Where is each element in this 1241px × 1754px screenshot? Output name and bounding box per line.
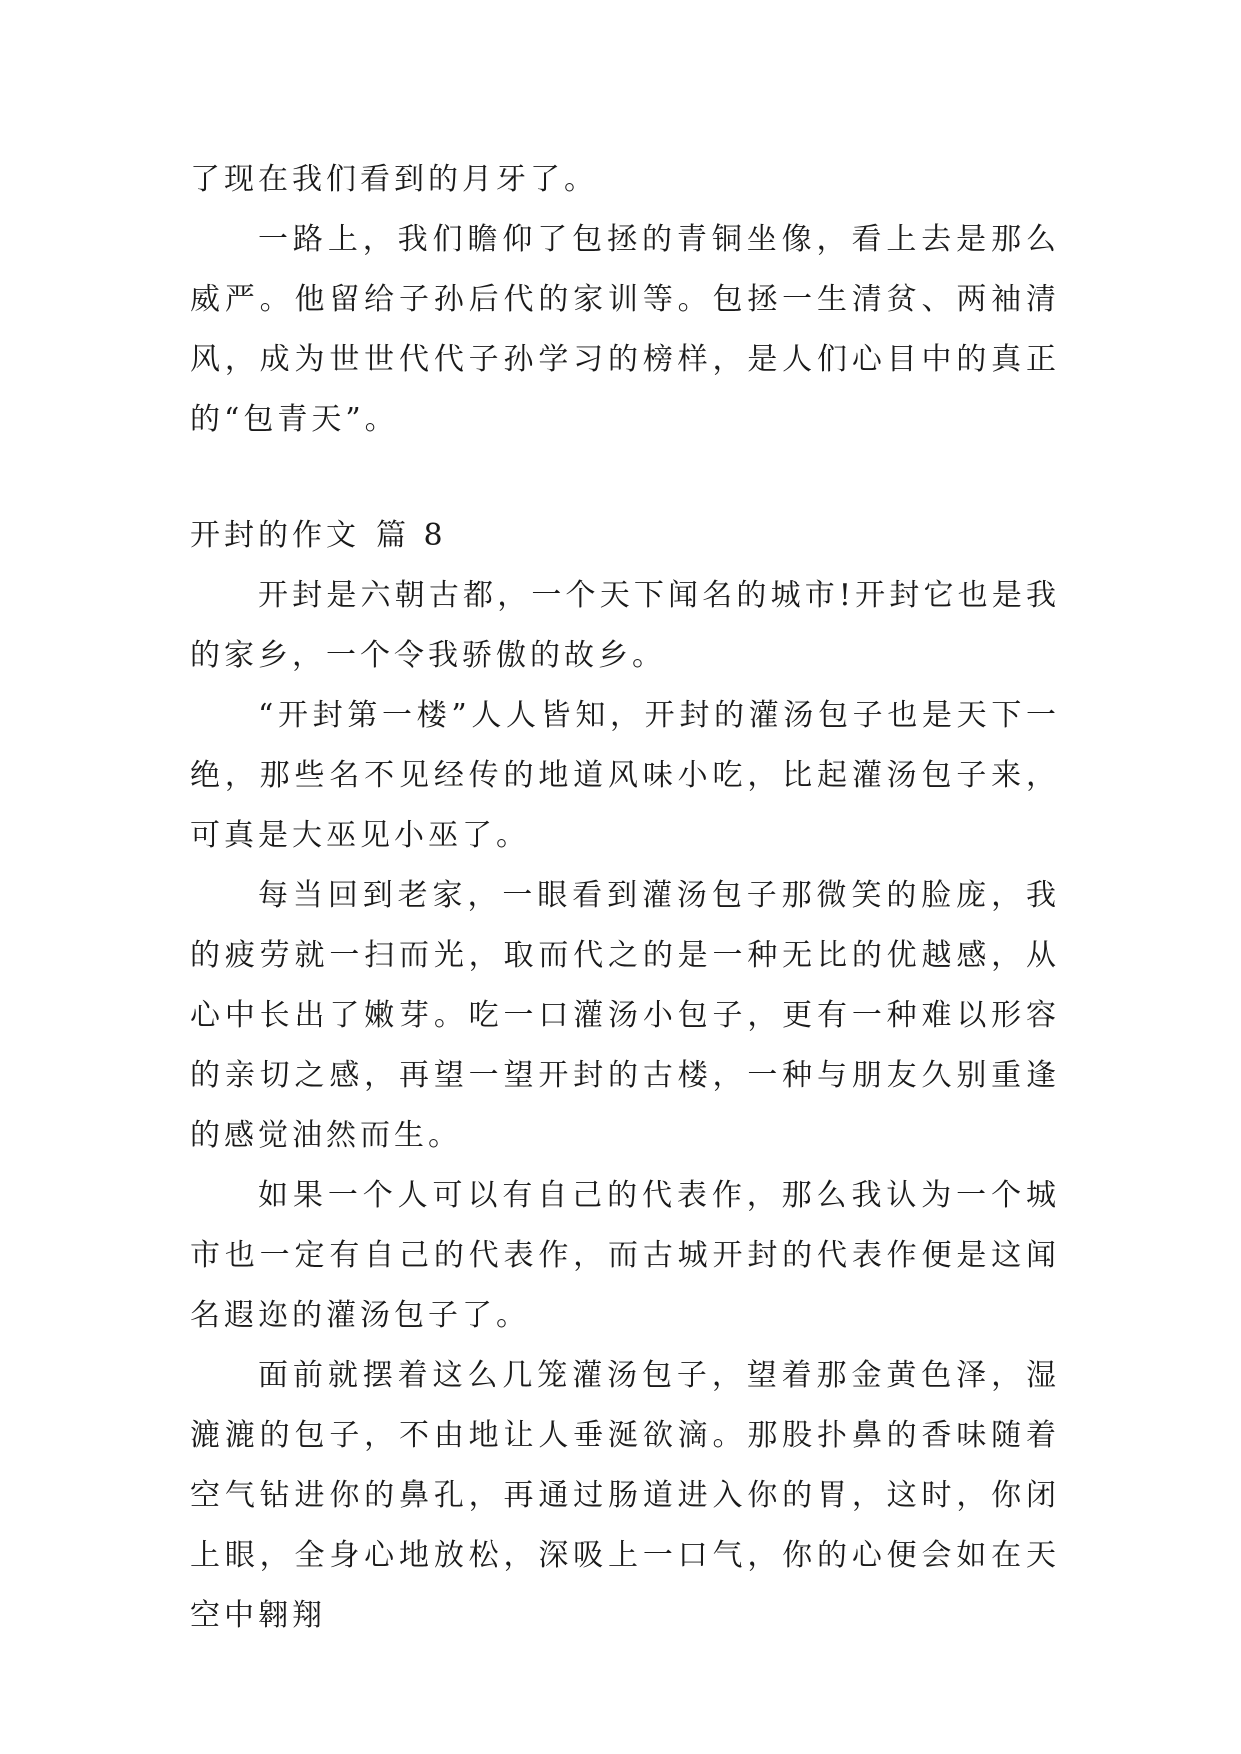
section-title: 开封的作文 bbox=[190, 518, 360, 553]
section-label: 篇 8 bbox=[376, 518, 447, 553]
paragraph-3: 每当回到老家，一眼看到灌汤包子那微笑的脸庞，我的疲劳就一扫而光，取而代之的是一种无比的优越感，从心中长出了嫩芽。吃一口灌汤小包子，更有一种难以形容的亲切之感，再望一望开封的古楼，一种与朋友久别重逢的感觉油然而生。 bbox=[190, 878, 1060, 1153]
paragraph-4: 如果一个人可以有自己的代表作，那么我认为一个城市也一定有自己的代表作，而古城开封的代表作便是这闻名遐迩的灌汤包子了。 bbox=[190, 1178, 1060, 1333]
paragraph-bao-zheng: 一路上，我们瞻仰了包拯的青铜坐像，看上去是那么威严。他留给子孙后代的家训等。包拯一生清贫、两袖清风，成为世世代代子孙学习的榜样，是人们心目中的真正的“包青天”。 bbox=[190, 222, 1060, 437]
paragraph-continuation: 了现在我们看到的月牙了。 bbox=[190, 162, 598, 197]
text-body bbox=[190, 150, 1060, 1646]
paragraph-1: 开封是六朝古都，一个天下闻名的城市!开封它也是我的家乡，一个令我骄傲的故乡。 bbox=[190, 578, 1060, 673]
section-heading bbox=[190, 506, 1060, 566]
paragraph-5: 面前就摆着这么几笼灌汤包子，望着那金黄色泽，湿漉漉的包子，不由地让人垂涎欲滴。那股扑鼻的香味随着空气钻进你的鼻孔，再通过肠道进入你的胃，这时，你闭上眼，全身心地放松，深吸上一口气，你的心便会如在天空中翱翔 bbox=[190, 1358, 1060, 1633]
paragraph-2: “开封第一楼”人人皆知，开封的灌汤包子也是天下一绝，那些名不见经传的地道风味小吃，比起灌汤包子来，可真是大巫见小巫了。 bbox=[190, 698, 1060, 853]
